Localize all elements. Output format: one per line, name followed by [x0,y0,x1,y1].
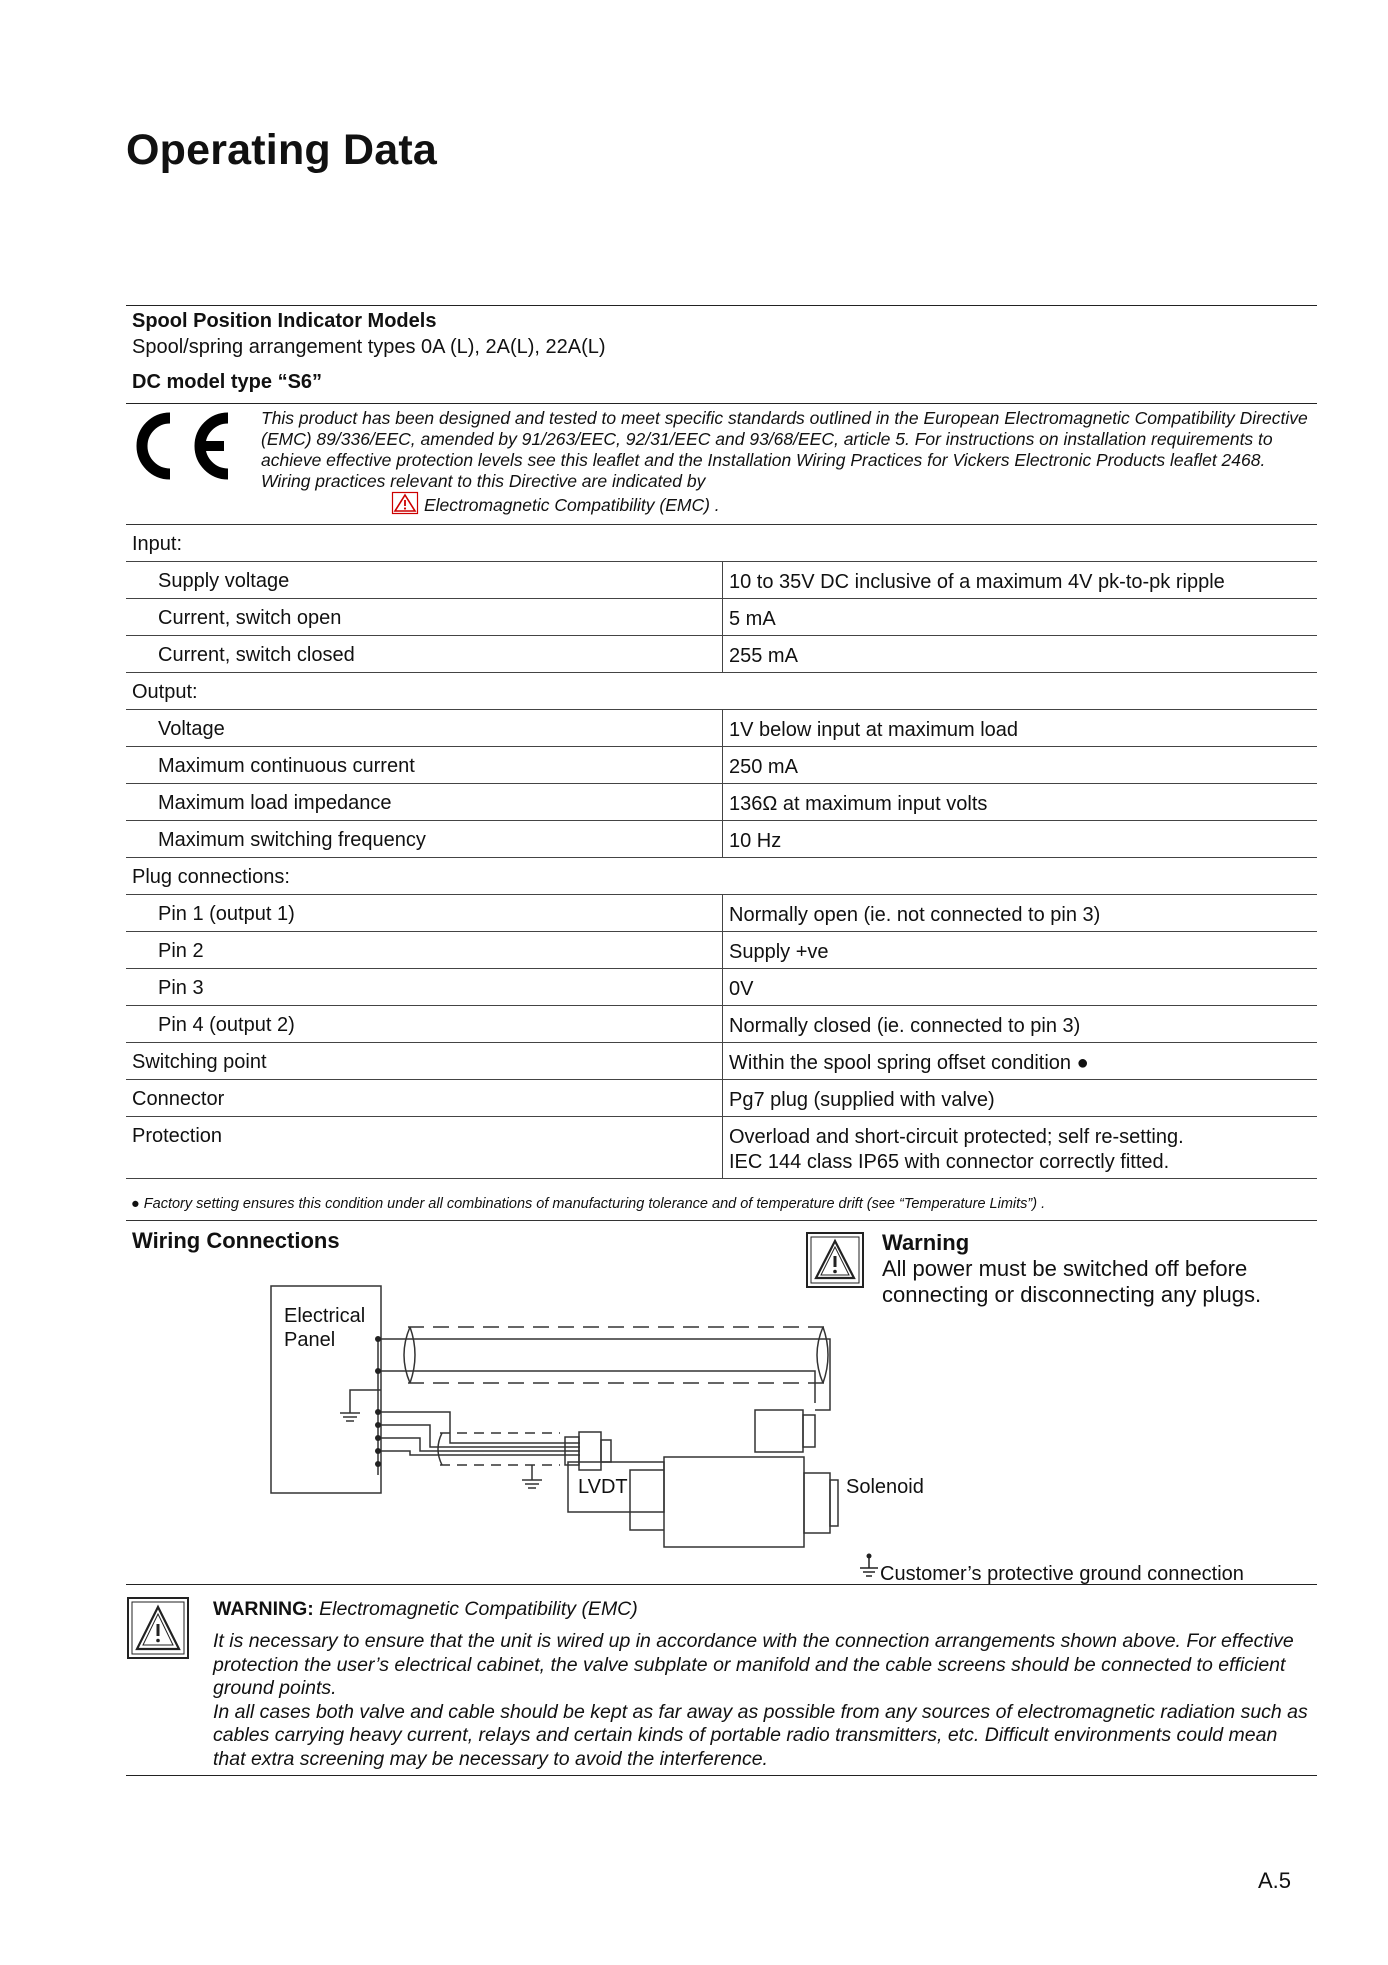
table-row [126,710,1317,747]
row-value-line: Normally open (ie. not connected to pin 3) [729,904,1101,926]
row-value [729,1014,1080,1039]
divider [126,305,1317,306]
row-label: Pin 2 [158,940,204,962]
ce-mark-icon [124,412,232,485]
row-label: Maximum load impedance [158,792,392,814]
warning-text: All power must be switched off before connecting or disconnecting any plugs. [882,1256,1262,1307]
row-label: Output: [132,681,198,703]
row-value [729,1051,1089,1076]
table-row [126,1043,1317,1080]
divider [126,403,1317,404]
row-value [729,792,987,817]
row-value-line: 0V [729,978,754,1000]
table-row [126,562,1317,599]
table-row [126,932,1317,969]
column-divider [722,969,723,1005]
wiring-title: Wiring Connections [132,1228,340,1253]
row-label: Plug connections: [132,866,290,888]
wiring-diagram [260,1275,924,1550]
row-label: Protection [132,1125,223,1147]
row-value-line: 1V below input at maximum load [729,719,1019,741]
page-title: Operating Data [126,126,438,174]
table-row [126,969,1317,1006]
row-value-line: 255 mA [729,645,798,667]
table-section-row [126,525,1317,562]
ground-caption [858,1552,1244,1586]
table-row [126,1006,1317,1043]
lvdt-label: LVDT [578,1476,628,1498]
row-value [729,1088,995,1113]
column-divider [722,599,723,635]
row-value [729,1125,1184,1175]
emc-warning-label: WARNING: [213,1598,314,1620]
row-value-line: 250 mA [729,756,798,778]
emc-warning-icon [127,1597,189,1664]
table-row [126,821,1317,858]
row-value-line: Within the spool spring offset condition ● [729,1052,1089,1074]
row-value [729,829,781,854]
solenoid-label: Solenoid [846,1476,924,1498]
emc-reference [392,492,720,519]
emc-warning-para-2: In all cases both valve and cable should be kept as far away as possible from any sources of electromagnetic radiation such as cables carrying heavy current, relays and certain kinds of portable radio transmitters, etc. Difficult environments could mean that extra screening may be necessary to avoid the interference. [213,1700,1308,1770]
column-divider [722,1117,723,1178]
row-value [729,755,798,780]
panel-label-2: Panel [284,1329,336,1351]
emc-reference-text: Electromagnetic Compatibility (EMC) . [424,495,720,515]
row-label: Maximum continuous current [158,755,415,777]
row-label: Pin 3 [158,977,204,999]
row-value [729,718,1018,743]
column-divider [722,895,723,931]
row-value [729,570,1225,595]
footnote: ● Factory setting ensures this condition under all combinations of manufacturing tolerance and of temperature drift (see “Temperature Limits”) . [131,1196,1046,1212]
row-label: Current, switch closed [158,644,355,666]
row-value-line: IEC 144 class IP65 with connector correctly fitted. [729,1151,1170,1173]
divider [126,1584,1317,1585]
models-heading: Spool Position Indicator Models [132,310,437,332]
row-value-line: Overload and short-circuit protected; self re-setting. [729,1126,1184,1148]
row-value-line: 5 mA [729,608,776,630]
row-label: Connector [132,1088,225,1110]
column-divider [722,710,723,746]
column-divider [722,932,723,968]
row-value [729,977,753,1002]
operating-data-table [126,525,1317,1179]
table-row [126,1117,1317,1179]
column-divider [722,636,723,672]
row-label: Supply voltage [158,570,290,592]
row-label: Voltage [158,718,225,740]
row-value [729,940,829,965]
row-value-line: 10 to 35V DC inclusive of a maximum 4V pk-to-pk ripple [729,571,1225,593]
row-label: Pin 1 (output 1) [158,903,295,925]
emc-warning-heading [213,1598,638,1621]
dc-model-heading: DC model type “S6” [132,371,323,393]
ce-compliance-note: This product has been designed and tested to meet specific standards outlined in the European Electromagnetic Compatibility Directive (EMC) 89/336/EEC, amended by 91/263/EEC, 92/31/EEC and 93/68/EEC, article 5. For instructions on installation requirements to achieve effective protection levels see this leaflet and the Installation Wiring Practices for Vickers Electronic Products leaflet 2468. Wiring practices relevant to this Directive are indicated by [261,408,1308,491]
table-row [126,784,1317,821]
models-subheading: Spool/spring arrangement types 0A (L), 2A(L), 22A(L) [132,336,606,358]
row-value [729,644,798,669]
row-value-line: 136Ω at maximum input volts [729,793,988,815]
emc-warning-subject: Electromagnetic Compatibility (EMC) [319,1598,638,1620]
row-label: Pin 4 (output 2) [158,1014,295,1036]
table-row [126,1080,1317,1117]
row-value-line: 10 Hz [729,830,782,852]
column-divider [722,1043,723,1079]
column-divider [722,747,723,783]
warning-title: Warning [882,1230,970,1255]
table-row [126,895,1317,932]
table-row [126,599,1317,636]
table-section-row [126,858,1317,895]
row-label: Input: [132,533,183,555]
table-row [126,747,1317,784]
column-divider [722,562,723,598]
divider [126,1220,1317,1221]
row-value-line: Normally closed (ie. connected to pin 3) [729,1015,1081,1037]
column-divider [722,784,723,820]
table-row [126,636,1317,673]
row-value-line: Supply +ve [729,941,829,963]
column-divider [722,1080,723,1116]
row-label: Switching point [132,1051,267,1073]
row-label: Maximum switching frequency [158,829,426,851]
row-label: Current, switch open [158,607,342,629]
column-divider [722,821,723,857]
warning-triangle-icon [392,492,418,519]
ground-caption-text: Customer’s protective ground connection [880,1563,1244,1585]
emc-warning-body [213,1630,1313,1771]
column-divider [722,1006,723,1042]
row-value [729,903,1100,928]
emc-warning-para-1: It is necessary to ensure that the unit is wired up in accordance with the connection arrangements shown above. For effective protection the user’s electrical cabinet, the valve subplate or manifold and the cable screens should be connected to efficient ground points. [213,1630,1294,1699]
row-value-line: Pg7 plug (supplied with valve) [729,1089,995,1111]
row-value [729,607,776,632]
ground-icon [858,1552,880,1586]
table-section-row [126,673,1317,710]
panel-label-1: Electrical [284,1305,366,1327]
divider [126,1775,1317,1776]
page-number: A.5 [1258,1868,1292,1893]
